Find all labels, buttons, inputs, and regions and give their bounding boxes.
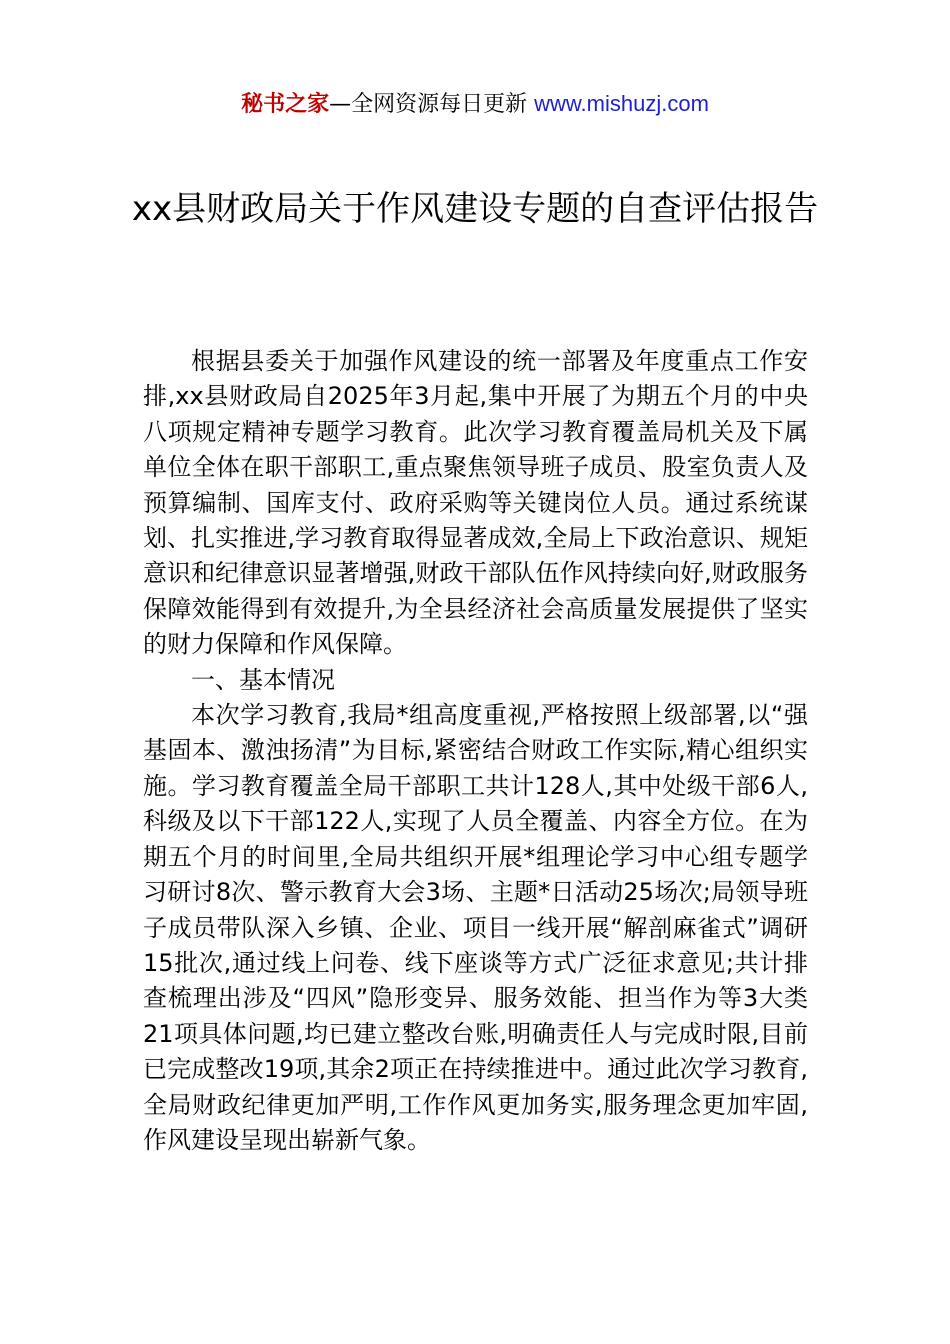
brand-name: 秘书之家: [241, 92, 330, 117]
site-header: [0, 88, 950, 121]
basic-situation-paragraph: 本次学习教育,我局*组高度重视,严格按照上级部署,以“强基固本、激浊扬清”为目标,紧密结合财政工作实际,精心组织实施。学习教育覆盖全局干部职工共计128人,其中处级干部6人,科级及以下干部122人,实现了人员全覆盖、内容全方位。在为期五个月的时间里,全局共组织开展*组理论学习中心组专题学习研讨8次、警示教育大会3场、主题*日活动25场次;局领导班子成员带队深入乡镇、企业、项目一线开展“解剖麻雀式”调研15批次,通过线上问卷、线下座谈等方式广泛征求意见;共计排查梳理出涉及“四风”隐形变异、服务效能、担当作为等3大类21项具体问题,均已建立整改台账,明确责任人与完成时限,目前已完成整改19项,其余2项正在持续推进中。通过此次学习教育,全局财政纪律更加严明,工作作风更加务实,服务理念更加牢固,作风建设呈现出崭新气象。: [143, 701, 808, 1154]
header-tagline: —全网资源每日更新: [329, 92, 535, 117]
document-title: xx县财政局关于作风建设专题的自查评估报告: [131, 189, 819, 229]
site-url-link[interactable]: www.mishuzj.com: [534, 91, 709, 116]
section-heading-basic-situation: 一、基本情况: [191, 665, 335, 694]
document-body: [143, 344, 808, 1158]
intro-paragraph: 根据县委关于加强作风建设的统一部署及年度重点工作安排,xx县财政局自2025年3月起,集中开展了为期五个月的中央八项规定精神专题学习教育。此次学习教育覆盖局机关及下属单位全体在职干部职工,重点聚焦领导班子成员、股室负责人及预算编制、国库支付、政府采购等关键岗位人员。通过系统谋划、扎实推进,学习教育取得显著成效,全局上下政治意识、规矩意识和纪律意识显著增强,财政干部队伍作风持续向好,财政服务保障效能得到有效提升,为全县经济社会高质量发展提供了坚实的财力保障和作风保障。: [143, 347, 808, 659]
